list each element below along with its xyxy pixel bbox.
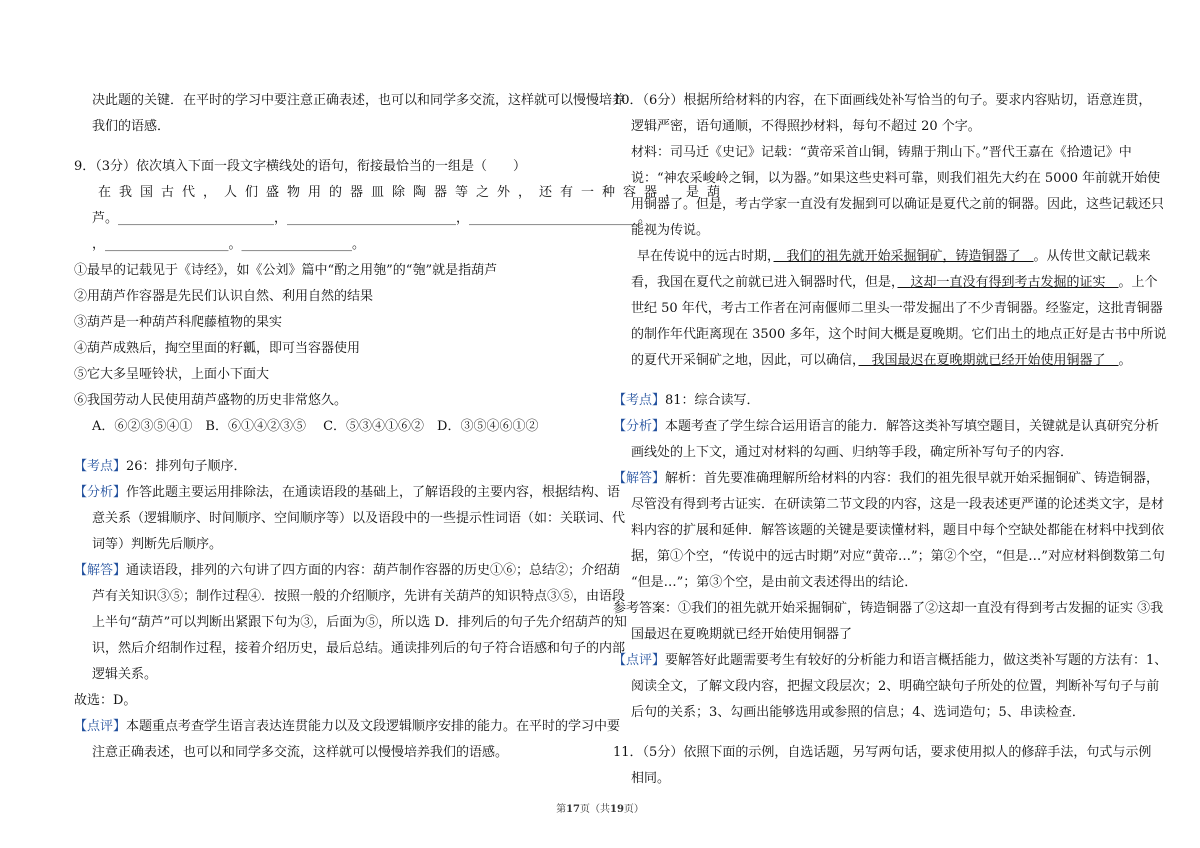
footer-text: 页） <box>623 804 644 815</box>
passage-line: ，___________________。_________________。 <box>92 237 366 252</box>
passage-line <box>613 244 1151 270</box>
text-line: 决此题的关键．在平时的学习中要注意正确表述，也可以和同学多交流，这样就可以慢慢培养 <box>92 93 626 108</box>
fenxi-line <box>613 414 1160 440</box>
kaodian-line <box>74 454 592 480</box>
fenxi-text: 本题考查了学生综合运用语言的能力．解答这类补写填空题目，关键就是认真研究分析 <box>665 419 1160 434</box>
jieda-line <box>613 466 1160 492</box>
question-10 <box>613 88 1168 726</box>
fenxi-line <box>74 480 621 506</box>
passage-line: 世纪 50 年代，考古工作者在河南偃师二里头一带发掘出了不少青铜器。经鉴定，这批青铜器 <box>631 301 1163 316</box>
text-line: 尽管没有得到考古证实．在研读第二节文段的内容，这是一段表述更严谨的论述类文字，是材 <box>631 497 1165 512</box>
text-line: 画线处的上下文，通过对材料的勾画、归纳等手段，确定所补写句子的内容． <box>631 445 1074 460</box>
jieda-text: 解析：首先要准确理解所给材料的内容：我们的祖先很早就开始采掘铜矿、铸造铜器， <box>665 471 1160 486</box>
jieda-line <box>74 558 621 584</box>
material-line: 材料：司马迁《史记》记载：“黄帝采首山铜，铸鼎于荆山下。”晋代王嘉在《拾遗记》中 <box>631 145 1132 160</box>
text-line: 国最迟在夏晚期就已经开始使用铜器了 <box>631 627 853 642</box>
text-line: 词等）判断先后顺序。 <box>92 537 223 552</box>
passage-line: 的制作年代距离现在 3500 多年，这个时间大概是夏晚期。它们出土的地点正好是古书中所说 <box>631 327 1167 342</box>
fenxi-tag: 【分析】 <box>74 485 127 500</box>
question-stem: 10．（6分）根据所给材料的内容，在下面画线处补写恰当的句子。要求内容贴切，语意连贯， <box>613 93 1152 108</box>
text-line: 据，第①个空，“传说中的远古时期”对应“黄帝…”；第②个空，“但是…”对应材料倒数第二句 <box>631 549 1165 564</box>
dianping-tag: 【点评】 <box>74 719 127 734</box>
passage-text: 。上个 <box>1118 275 1158 290</box>
kaodian-tag: 【考点】 <box>74 459 127 474</box>
text-line: 逻辑严密，语句通顺，不得照抄材料，每句不超过 20 个字。 <box>631 119 981 134</box>
passage-line <box>613 348 1131 374</box>
option-item: ④葫芦成熟后，掏空里面的籽瓤，即可当容器使用 <box>74 341 361 356</box>
passage-text: 。 <box>1118 353 1132 368</box>
option-item: ⑥我国劳动人民使用葫芦盛物的历史非常悠久。 <box>74 393 348 408</box>
answer-blank-3: 我国最迟在夏晚期就已经开始使用铜器了 <box>858 353 1119 368</box>
passage-text: 早在传说中的远古时期， <box>637 249 774 264</box>
material-line: 用铜器了。但是，考古学家一直没有发掘到可以确证是夏代之前的铜器。因此，这些记载还只 <box>631 197 1165 212</box>
text-line: 后句的关系；3、勾画出能够选用或参照的信息；4、选词造句；5、串读检查． <box>631 705 1085 720</box>
text-line: 逻辑关系。 <box>92 667 158 682</box>
jieda-tag: 【解答】 <box>74 563 127 578</box>
dianping-line <box>613 648 1168 674</box>
answer-blank-2: 这却一直没有得到考古发掘的证实 <box>897 275 1119 290</box>
text-line: 注意正确表述，也可以和同学多交流，这样就可以慢慢培养我们的语感。 <box>92 745 509 760</box>
text-line: 上半句“葫芦”可以判断出紧跟下句为③，后面为⑤，所以选 D．排列后的句子先介绍葫芦的知 <box>92 615 627 630</box>
dianping-text: 要解答好此题需要考生有较好的分析能力和语言概括能力，做这类补写题的方法有：1、 <box>665 653 1168 668</box>
kaodian-text: 26：排列句子顺序． <box>126 459 247 474</box>
fenxi-tag: 【分析】 <box>613 419 666 434</box>
passage-text: 看，我国在夏代之前就已进入铜器时代，但是， <box>631 275 898 290</box>
answer-blank-1: 我们的祖先就开始采掘铜矿，铸造铜器了 <box>773 249 1034 264</box>
question-stem: 11．（5分）依照下面的示例，自选话题，另写两句话，要求使用拟人的修辞手法，句式与示例 <box>613 745 1152 760</box>
option-item: ③葫芦是一种葫芦科爬藤植物的果实 <box>74 315 283 330</box>
jieda-text: 通读语段，排列的六句讲了四方面的内容：葫芦制作容器的历史①⑥；总结②；介绍葫 <box>126 563 621 578</box>
answer-choices: A．⑥②③⑤④① B．⑥①④②③⑤ C．⑤③④①⑥② D．③⑤④⑥①② <box>92 419 539 434</box>
kaodian-tag: 【考点】 <box>613 393 666 408</box>
question-stem: 9．（3分）依次填入下面一段文字横线处的语句，衔接最恰当的一组是（ ） <box>74 159 527 174</box>
passage-text: 。从传世文献记载来 <box>1033 249 1151 264</box>
kaodian-line <box>613 388 1131 414</box>
text-line: 我们的语感． <box>92 119 171 134</box>
kaodian-text: 81：综合读写． <box>665 393 760 408</box>
page-number: 17 <box>566 804 580 815</box>
text-line: 芦有关知识③⑤；制作过程④．按照一般的介绍顺序，先讲有关葫芦的知识特点③⑤，由语段 <box>92 589 626 604</box>
option-item: ①最早的记载见于《诗经》，如《公刘》篇中“酌之用匏”的“匏”就是指葫芦 <box>74 263 498 278</box>
option-item: ⑤它大多呈哑铃状，上面小下面大 <box>74 367 270 382</box>
text-line: 料内容的扩展和延伸．解答该题的关键是要读懂材料，题目中每个空缺处都能在材料中找到依 <box>631 523 1165 538</box>
text-line: “但是…”；第③个空，是由前文表述得出的结论． <box>631 575 918 590</box>
passage-line <box>613 270 1158 296</box>
question-11 <box>613 740 1152 792</box>
dianping-text: 本题重点考查学生语言表达连贯能力以及文段逻辑顺序安排的能力。在平时的学习中要 <box>126 719 621 734</box>
footer-text: 页（共 <box>580 804 610 815</box>
fenxi-text: 作答此题主要运用排除法，在通读语段的基础上，了解语段的主要内容，根据结构、语 <box>126 485 621 500</box>
option-item: ②用葫芦作容器是先民们认识自然、利用自然的结果 <box>74 289 374 304</box>
total-pages: 19 <box>610 804 624 815</box>
page-footer <box>0 800 1200 815</box>
text-line: 识，然后介绍制作过程，接着介绍历史，最后总结。通读排列后的句子符合语感和句子的内部 <box>92 641 626 656</box>
passage-line: 在我国古代，人们盛物用的器皿除陶器等之外，还有一种容器，是葫 <box>98 185 729 200</box>
text-line: 相同。 <box>631 771 671 786</box>
footer-text: 第 <box>556 804 567 815</box>
passage-text: 的夏代开采铜矿之地，因此，可以确信， <box>631 353 859 368</box>
text-line: 意关系（逻辑顺序、时间顺序、空间顺序等）以及语段中的一些提示性词语（如：关联词、代 <box>92 511 626 526</box>
right-column <box>613 88 1168 792</box>
reference-answer-line: 参考答案：①我们的祖先就开始采掘铜矿，铸造铜器了②这却一直没有得到考古发掘的证实 ③我 <box>613 601 1164 616</box>
material-line: 能视为传说。 <box>631 223 710 238</box>
dianping-line <box>74 714 621 740</box>
material-line: 说：“神农采峻岭之铜，以为器。”如果这些史料可靠，则我们祖先大约在 5000 年前就开始使 <box>631 171 1161 186</box>
answer-line: 故选：D。 <box>74 693 137 708</box>
dianping-tag: 【点评】 <box>613 653 666 668</box>
passage-line: 芦。________________________，__________________________，__________________________。 <box>92 211 651 226</box>
text-line: 阅读全文，了解文段内容，把握文段层次；2、明确空缺句子所处的位置，判断补写句子与前 <box>631 679 1160 694</box>
jieda-tag: 【解答】 <box>613 471 666 486</box>
